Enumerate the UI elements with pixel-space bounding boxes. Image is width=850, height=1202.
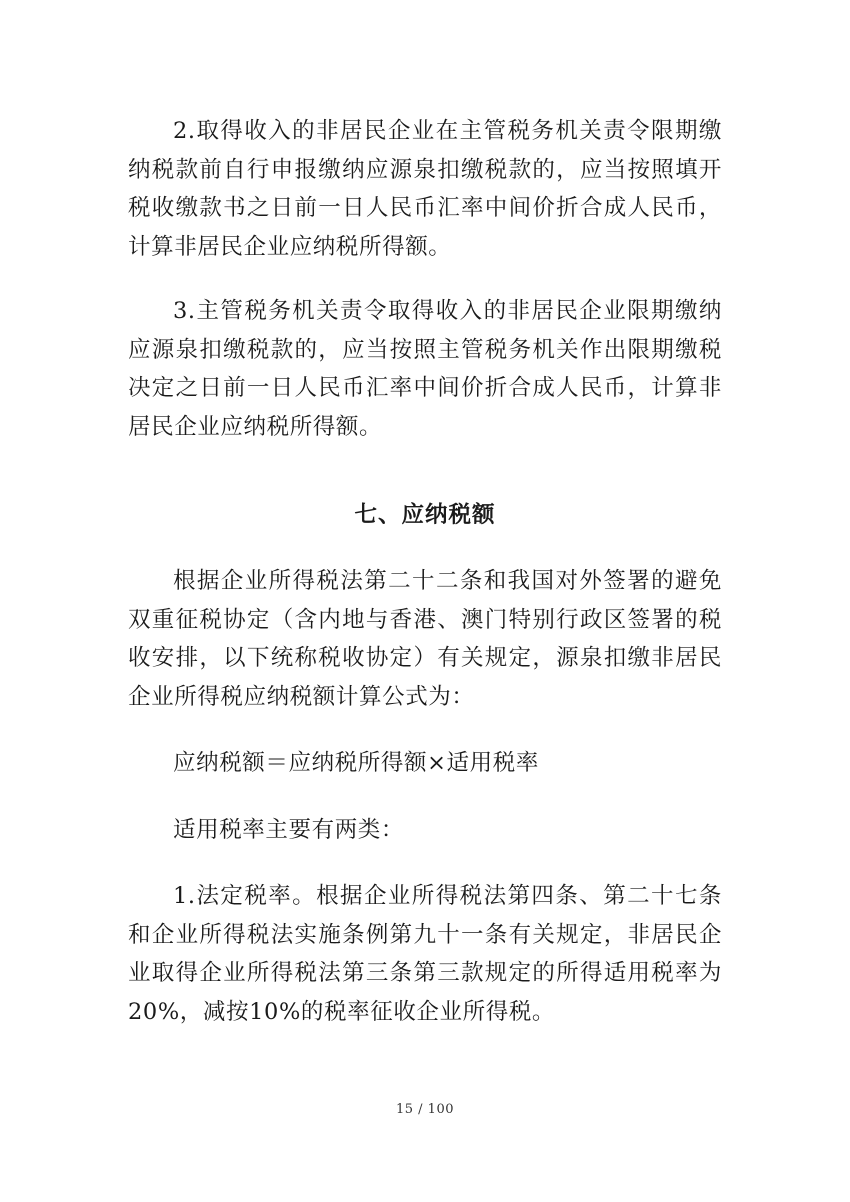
paragraph-3: 3.主管税务机关责令取得收入的非居民企业限期缴纳应源泉扣缴税款的，应当按照主管税务机关作出限期缴税决定之日前一日人民币汇率中间价折合成人民币，计算非居民企业应纳税所得额。 [128,298,722,440]
paragraph-rate-types: 适用税率主要有两类： [173,816,405,843]
document-body [128,112,722,1031]
paragraph-legal-basis: 根据企业所得税法第二十二条和我国对外签署的避免双重征税协定（含内地与香港、澳门特别行政区签署的税收安排，以下统称税收协定）有关规定，源泉扣缴非居民企业所得税应纳税额计算公式为： [128,568,722,710]
formula-paragraph: 应纳税额＝应纳税所得额×适用税率 [173,750,539,776]
section-heading: 七、应纳税额 [354,502,496,528]
paragraph-statutory-rate: 1.法定税率。根据企业所得税法第四条、第二十七条和企业所得税法实施条例第九十一条有关规定，非居民企业取得企业所得税法第三条第三款规定的所得适用税率为20%，减按10%的税率征收企业所得税。 [128,883,722,1025]
page-number: 15 / 100 [396,1102,454,1117]
paragraph-2: 2.取得收入的非居民企业在主管税务机关责令限期缴纳税款前自行申报缴纳应源泉扣缴税款的，应当按照填开税收缴款书之日前一日人民币汇率中间价折合成人民币，计算非居民企业应纳税所得额。 [128,118,722,260]
